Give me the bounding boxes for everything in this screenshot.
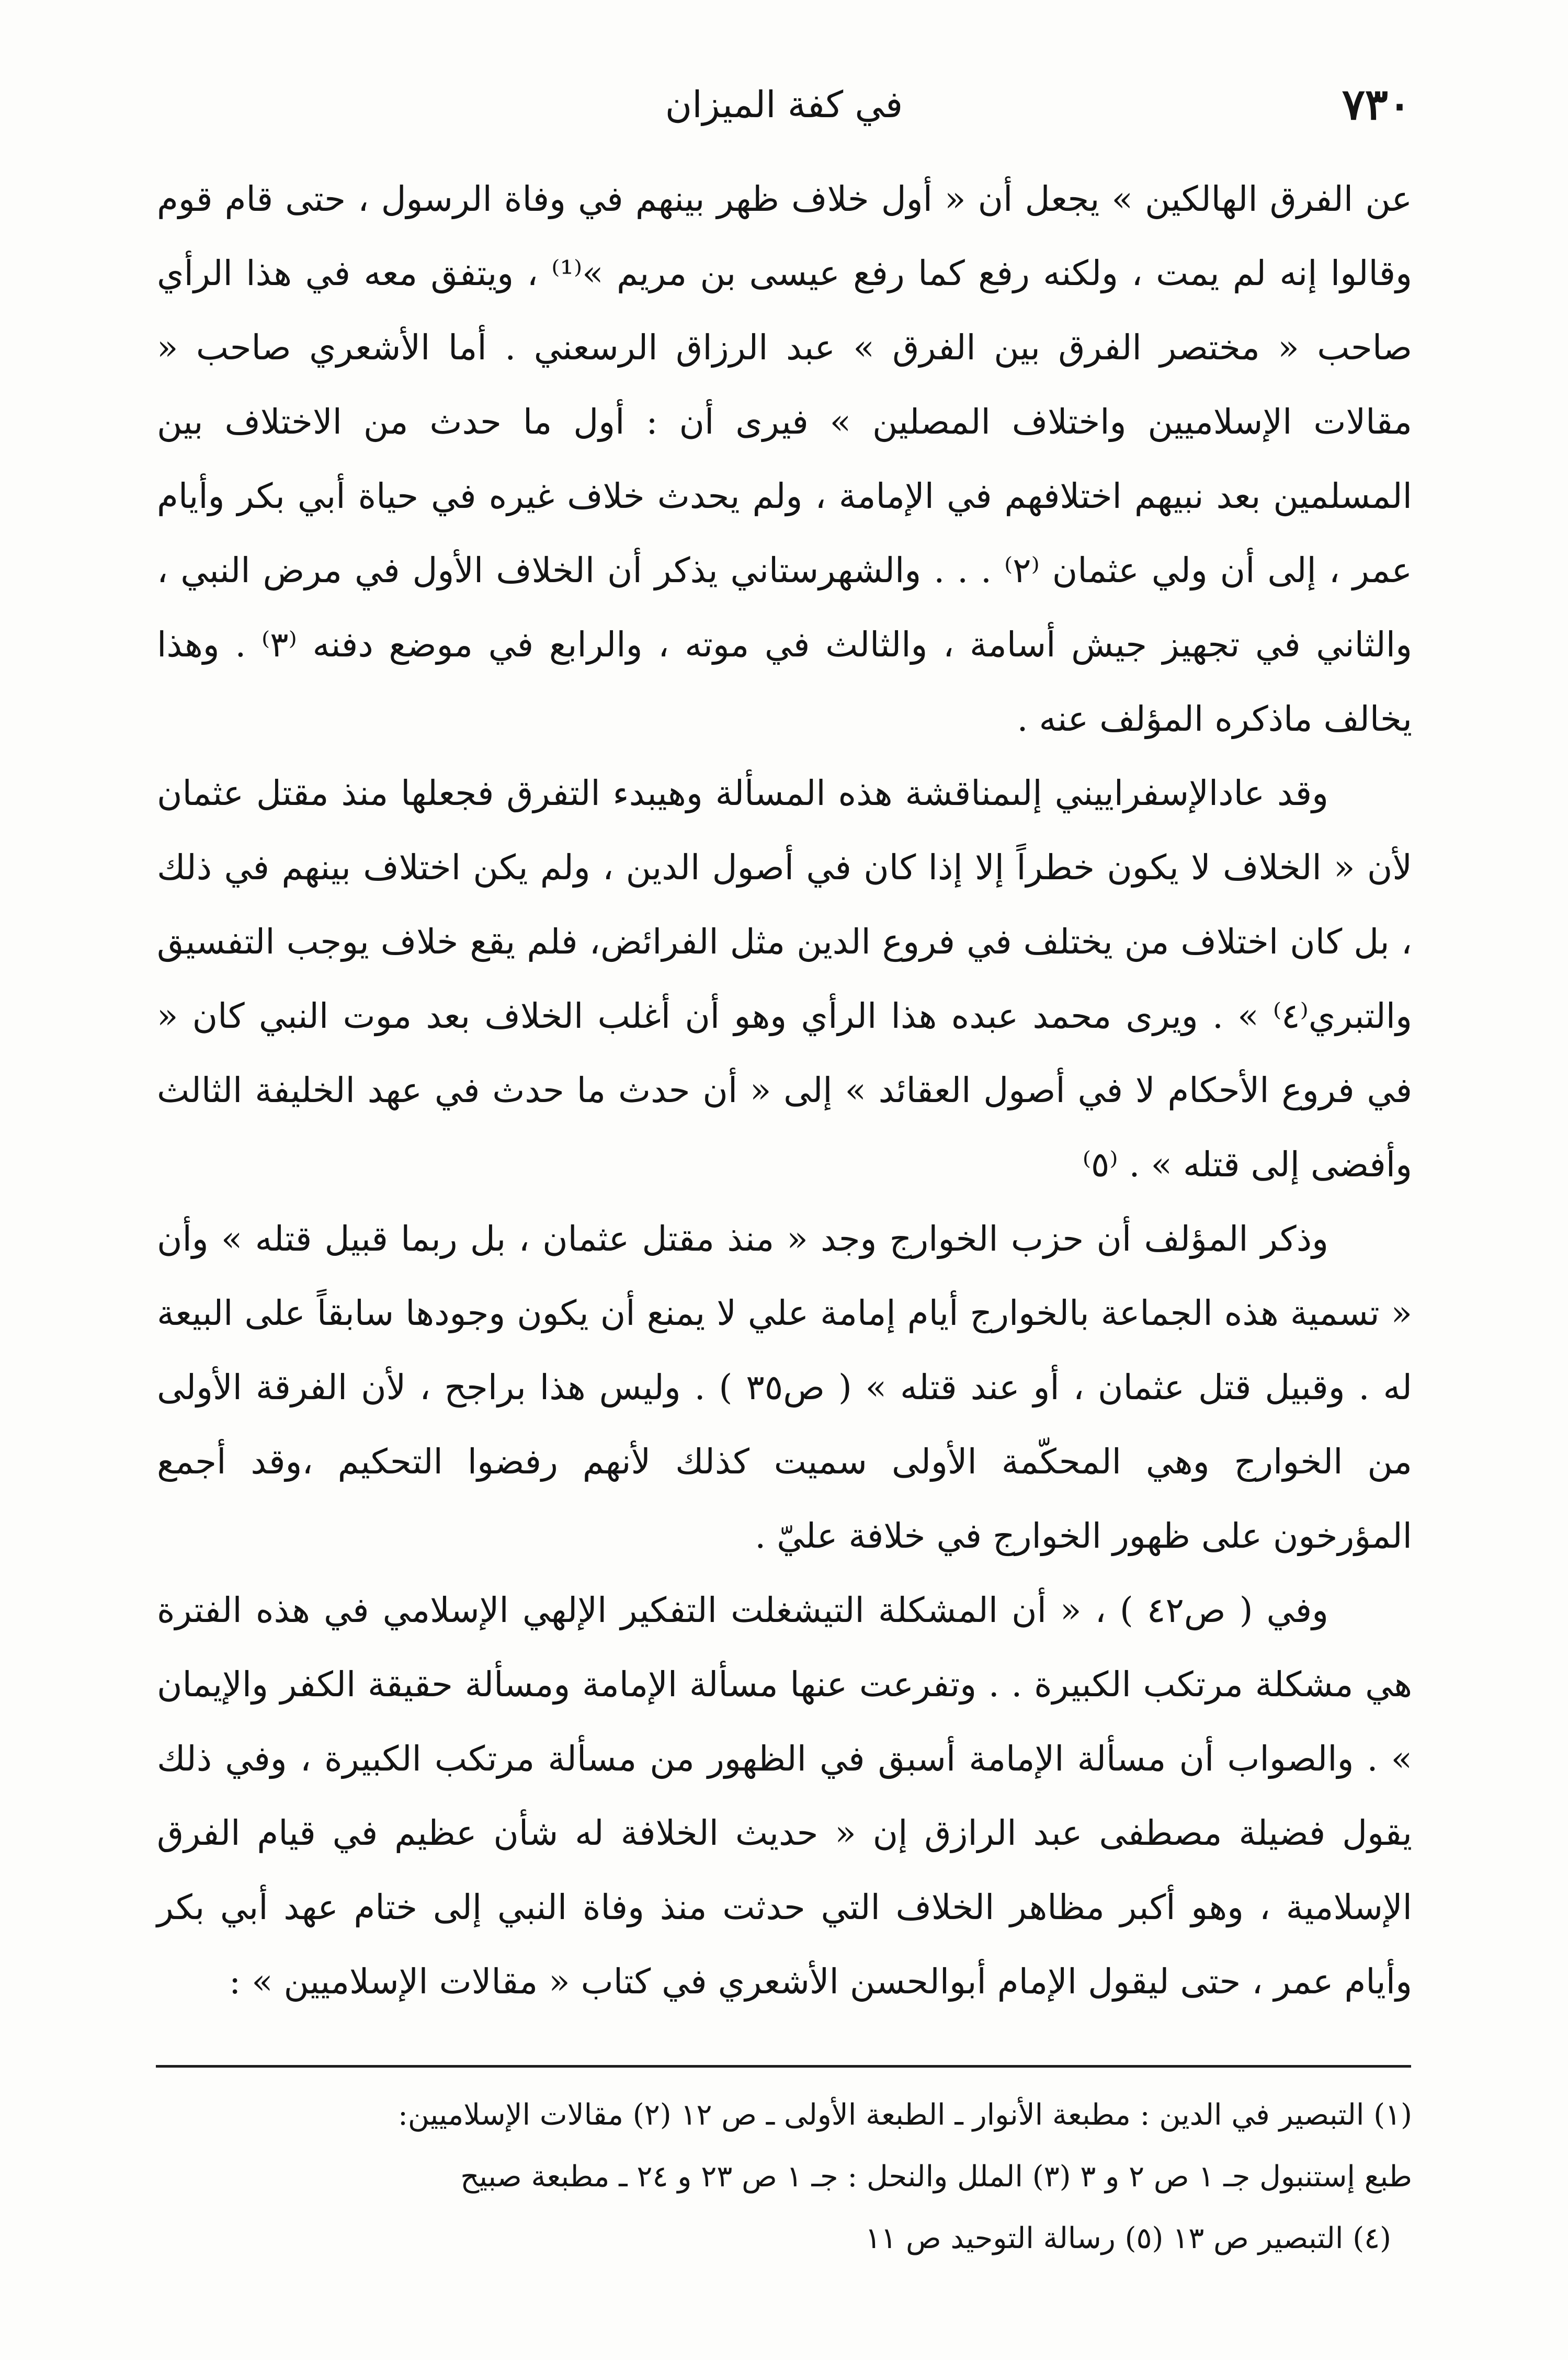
running-title: في كفة الميزان <box>665 83 903 126</box>
paragraph-1: عن الفرق الهالكين » يجعل أن « أول خلاف ظهر بينهم في وفاة الرسول ، حتى قام قوم وقالوا إنه لم يمت ، ولكنه رفع كما رفع عيسى بن مريم »⁽¹⁾ ، ويتفق معه في هذا الرأي صاحب « مختصر الفرق بين الفرق » عبد الرزاق الرسعني . أما الأشعري صاحب « مقالات الإسلاميين واختلاف المصلين » فيرى أن : أول ما حدث من الاختلاف بين المسلمين بعد نبيهم اختلافهم في الإمامة ، ولم يحدث خلاف غيره في حياة أبي بكر وأيام عمر ، إلى أن ولي عثمان ⁽٢⁾ . . . والشهرستاني يذكر أن الخلاف الأول في مرض النبي ، والثاني في تجهيز جيش أسامة ، والثالث في موته ، والرابع في موضع دفنه ⁽٣⁾ . وهذا يخالف ماذكره المؤلف عنه . <box>157 179 1413 739</box>
page-number: ٧٣٠ <box>1342 80 1411 130</box>
paragraph-4: وفي ( ص٤٢ ) ، « أن المشكلة التيشغلت التفكير الإلهي الإسلامي في هذه الفترة هي مشكلة مرتكب الكبيرة . . وتفرعت عنها مسألة الإمامة ومسألة حقيقة الكفر والإيمان » . والصواب أن مسألة الإمامة أسبق في الظهور من مسألة مرتكب الكبيرة ، وفي ذلك يقول فضيلة مصطفى عبد الرازق إن « حديث الخلافة له شأن عظيم في قيام الفرق الإسلامية ، وهو أكبر مظاهر الخلاف التي حدثت منذ وفاة النبي إلى ختام عهد أبي بكر وأيام عمر ، حتى ليقول الإمام أبوالحسن الأشعري في كتاب « مقالات الإسلاميين » : <box>157 1590 1412 2002</box>
footnotes <box>157 2084 1412 2270</box>
footnote-line-1: (١) التبصير في الدين : مطبعة الأنوار ـ الطبعة الأولى ـ ص ١٢ (٢) مقالات الإسلاميين: <box>397 2098 1412 2132</box>
footnote-divider <box>156 2065 1411 2068</box>
page-header <box>157 73 1411 136</box>
footnote-line-2: طبع إستنبول جـ ١ ص ٢ و ٣ (٣) الملل والنحل : جـ ١ ص ٢٣ و ٢٤ ـ مطبعة صبيح <box>460 2160 1412 2194</box>
paragraph-2: وقد عادالإسفراييني إلىمناقشة هذه المسألة وهيبدء التفرق فجعلها منذ مقتل عثمان لأن « الخلاف لا يكون خطراً إلا إذا كان في أصول الدين ، ولم يكن اختلاف بينهم في ذلك ، بل كان اختلاف من يختلف في فروع الدين مثل الفرائض، فلم يقع خلاف يوجب التفسيق والتبري⁽٤⁾ » . ويرى محمد عبده هذا الرأي وهو أن أغلب الخلاف بعد موت النبي كان « في فروع الأحكام لا في أصول العقائد » إلى « أن حدث ما حدث في عهد الخليفة الثالث وأفضى إلى قتله » . ⁽٥⁾ <box>157 773 1412 1185</box>
body-text <box>157 162 1412 2019</box>
footnote-line-3: (٤) التبصير ص ١٣ (٥) رسالة التوحيد ص ١١ <box>865 2221 1391 2255</box>
paragraph-3: وذكر المؤلف أن حزب الخوارج وجد « منذ مقتل عثمان ، بل ربما قبيل قتله » وأن « تسمية هذه الجماعة بالخوارج أيام إمامة علي لا يمنع أن يكون وجودها سابقاً على البيعة له . وقبيل قتل عثمان ، أو عند قتله » ( ص٣٥ ) . وليس هذا براجح ، لأن الفرقة الأولى من الخوارج وهي المحكّمة الأولى سميت كذلك لأنهم رفضوا التحكيم ،وقد أجمع المؤرخون على ظهور الخوارج في خلافة عليّ . <box>157 1219 1412 1556</box>
